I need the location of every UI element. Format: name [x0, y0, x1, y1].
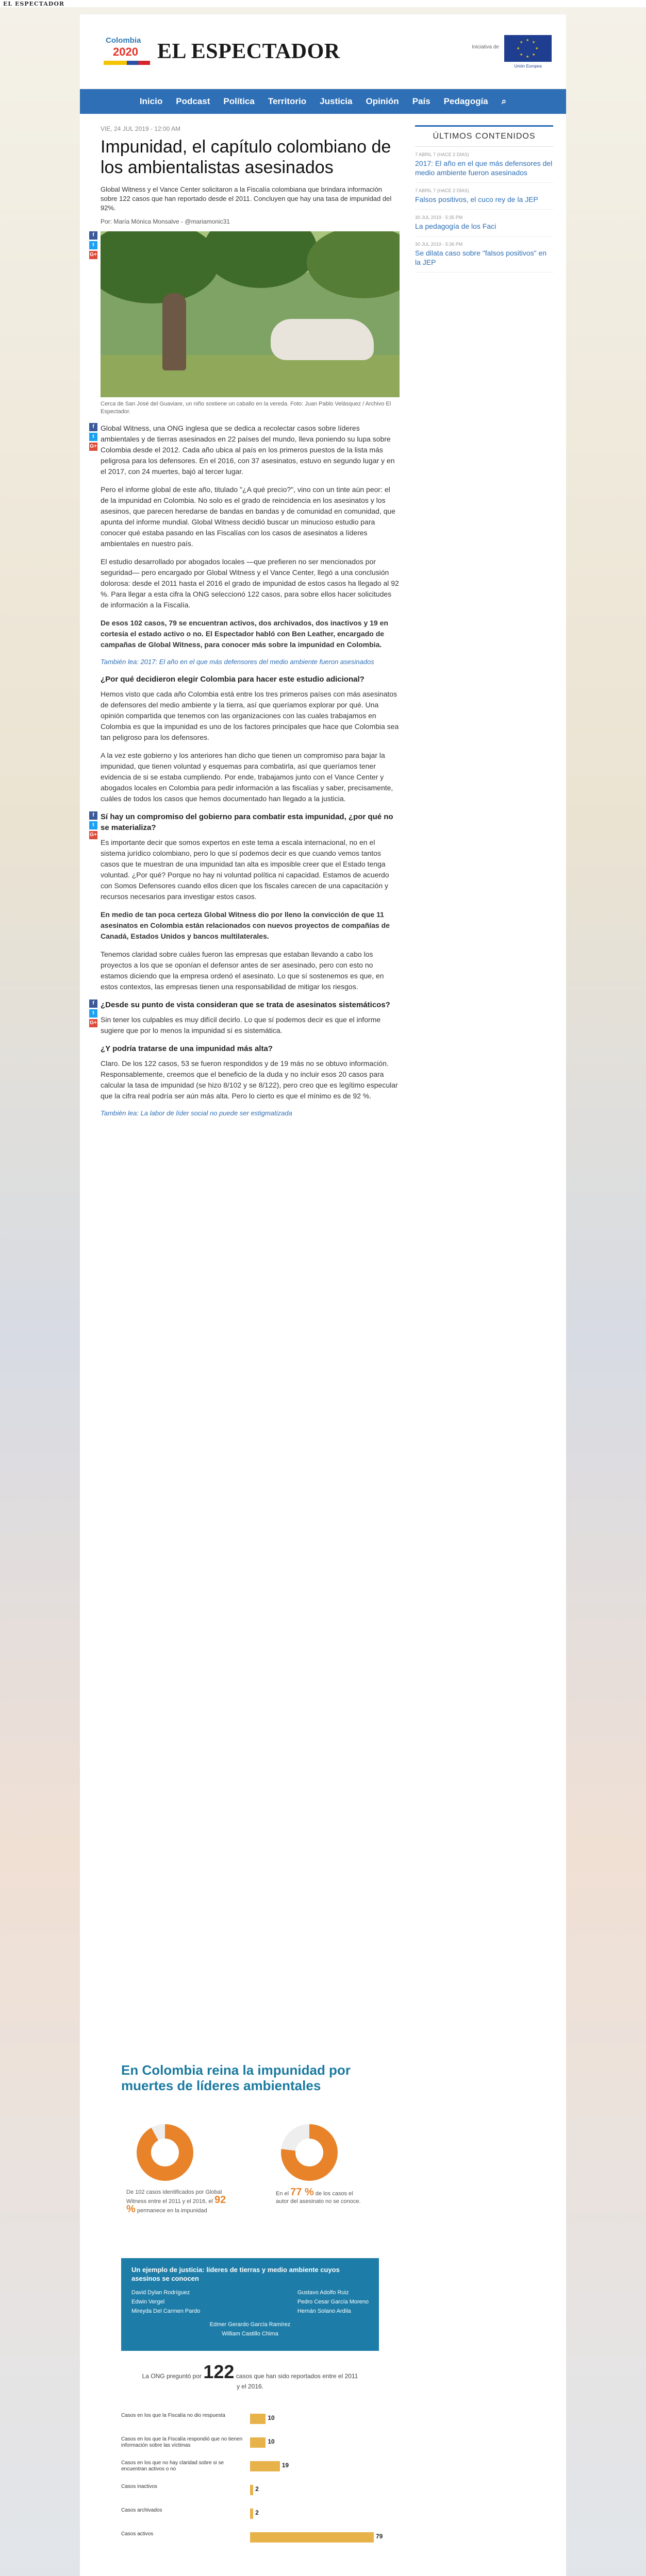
- sidebar-item-title[interactable]: Falsos positivos, el cuco rey de la JEP: [415, 195, 538, 204]
- nav-item-territorio[interactable]: Territorio: [268, 96, 307, 106]
- infographic: [101, 2037, 400, 2576]
- justice-name: Gustavo Adolfo Ruiz: [297, 2290, 349, 2296]
- justice-box-title: Un ejemplo de justicia: líderes de tierras y medio ambiente cuyos asesinos se conocen: [131, 2266, 340, 2282]
- bar: [250, 2461, 280, 2471]
- answer-2: Es importante decir que somos expertos en este tema a escala internacional, no en el sistema jurídico colombiano, pero lo que sí podemos decir es que cuando vemos tantos casos que te muestran de una impunidad tan alta es imposible creer que el Estado tenga voluntad. ¿Por qué? Porque no hay ni voluntad política ni capacidad. Estamos de acuerdo con Somos Defensores cuando ellos dicen que los fiscales carecen de una capacitación y recursos necesarios para investigar estos casos.: [101, 838, 389, 901]
- donut-1-desc: De 102 casos identificados por Global Witness entre el 2011 y el 2016, el: [126, 2189, 222, 2205]
- bar-row: [121, 2460, 379, 2472]
- bar-row: [121, 2484, 379, 2496]
- twitter-share-icon[interactable]: t: [89, 1009, 97, 1018]
- bar-value: 79: [376, 2533, 383, 2540]
- donut-impunity: [137, 2124, 193, 2181]
- bar-label: Casos en los que la Fiscalía no dio respuesta: [121, 2413, 225, 2418]
- answer-1: Hemos visto que cada año Colombia está entre los tres primeros países con más asesinatos de defensores del medio ambiente y la tierra, así que queríamos explorar por qué. Una opinión compartida que tenemos con las organizaciones con las cuales trabajamos en Colombia es que la impunidad es uno de los factores principales que hace que Colombia sea tan peligroso para los defensores.: [101, 690, 399, 741]
- reported-prefix: La ONG preguntó por: [142, 2372, 202, 2380]
- bar: [250, 2485, 253, 2495]
- bar-value: 19: [281, 2462, 289, 2469]
- bar: [250, 2437, 266, 2448]
- colombia-2020-logo[interactable]: [101, 33, 152, 74]
- logo-ribbon: [104, 61, 150, 65]
- answer-4: Claro. De los 122 casos, 53 se fueron respondidos y de 19 más no se obtuvo información. Responsablemente, creemos que el beneficio de la duda y no incluir esos 20 casos para calcular la tasa de impunidad (se hizo 8/102 y se 8/122), pero creo que es legítimo especular que la cifra real podría ser aún más alta. Pero lo cierto es que el mínimo es de 92 %.: [101, 1059, 398, 1100]
- question-4: ¿Y podría tratarse de una impunidad más alta?: [101, 1044, 273, 1053]
- reported-cases: [142, 2361, 358, 2390]
- nav-item-podcast[interactable]: Podcast: [176, 96, 210, 106]
- googleplus-share-icon[interactable]: G+: [89, 1019, 97, 1027]
- share-bar-4: [89, 999, 98, 1029]
- bar-value: 2: [255, 2509, 259, 2516]
- bar-label: Casos inactivos: [121, 2484, 158, 2489]
- site-brand[interactable]: EL ESPECTADOR: [157, 40, 340, 63]
- bar-label: Casos archivados: [121, 2507, 162, 2513]
- related-link-2[interactable]: También lea: La labor de líder social no puede ser estigmatizada: [101, 1109, 292, 1117]
- donut-1-pct: 92 %: [126, 2194, 226, 2215]
- main-nav: [80, 89, 566, 114]
- justice-name: Pedro Cesar García Moreno: [297, 2299, 369, 2305]
- answer-1b: A la vez este gobierno y los anteriores han dicho que tienen un compromiso para bajar la impunidad, que tienen voluntad y esquemas para combatirla, así que queríamos tener evidencia de si se estaba cumpliendo. Por ende, trabajamos junto con el Vance Center y abogados locales en Colombia para pedir información a las fiscalías y saber, precisamente, cuáles de todos los casos que hemos documentado han llegado a la justicia.: [101, 751, 393, 803]
- paragraph-4: De esos 102 casos, 79 se encuentran activos, dos archivados, dos inactivos y 19 en cortesía el estado activo o no. El Espectador habló con Ben Leather, encargado de campañas de Global Witness, para conocer más sobre la impunidad en Colombia.: [101, 619, 388, 649]
- donut-1-text: [126, 2189, 229, 2215]
- article-date: VIE, 24 JUL 2019 - 12:00 AM: [101, 125, 180, 132]
- sidebar: [415, 125, 553, 273]
- answer-2c: Tenemos claridad sobre cuáles fueron las empresas que estaban llevando a cabo los proyectos a los que se oponían el defensor antes de ser asesinado, pero con esto no estamos diciendo que la empresa ordenó el asesinato. Lo que sí sostenemos es que, en estos contextos, las empresas tienen una responsabilidad de mitigar los riesgos.: [101, 950, 384, 991]
- bar-row: [121, 2507, 379, 2520]
- share-bar-3: [89, 811, 98, 841]
- cases-bar-chart: [121, 2413, 383, 2567]
- reported-tail: casos que han sido reportados entre el 2011 y el 2016.: [236, 2372, 358, 2390]
- article-title: Impunidad, el capítulo colombiano de los ambientalistas asesinados: [101, 137, 391, 177]
- eu-label: Unión Europea: [514, 64, 542, 69]
- answer-3: Sin tener los culpables es muy difícil decirlo. Lo que sí podemos decir es que el informe sugiere que por lo menos la impunidad sí es sistemática.: [101, 1015, 381, 1035]
- twitter-share-icon[interactable]: t: [89, 241, 97, 249]
- boy-image: [162, 293, 186, 370]
- sidebar-item-title[interactable]: 2017: El año en el que más defensores del medio ambiente fueron asesinados: [415, 159, 553, 177]
- answer-2b: En medio de tan poca certeza Global Witness dio por lleno la convicción de que 11 asesinatos en Colombia están relacionados con nuevos proyectos de compañías de Canadá, Estados Unidos y bancos multilaterales.: [101, 910, 390, 940]
- justice-name: David Dylan Rodríguez: [131, 2290, 190, 2296]
- sidebar-item[interactable]: [415, 236, 553, 273]
- nav-item-pedagogía[interactable]: Pedagogía: [443, 96, 488, 106]
- donut-unknown-author: [281, 2124, 338, 2181]
- top-bar: [0, 0, 646, 7]
- article-lede: Global Witness y el Vance Center solicitaron a la Fiscalía colombiana que brindara información sobre 122 casos que han reportado desde el 2011. Concluyen que hay una tasa de impunidad del 92%.: [101, 185, 392, 212]
- donut-2-pct: 77 %: [290, 2187, 314, 2198]
- question-1: ¿Por qué decidieron elegir Colombia para hacer este estudio adicional?: [101, 675, 365, 684]
- justice-name: Mireyda Del Carmen Pardo: [131, 2308, 201, 2314]
- bar: [250, 2509, 253, 2519]
- nav-item-opinión[interactable]: Opinión: [366, 96, 399, 106]
- infographic-title: En Colombia reina la impunidad por muertes de líderes ambientales: [121, 2062, 351, 2093]
- photo-caption: Cerca de San José del Guaviare, un niño sostiene un caballo en la vereda. Foto: Juan Pablo Velásquez / Archivo El Espectador.: [101, 401, 391, 415]
- question-3: ¿Desde su punto de vista consideran que se trata de asesinatos sistemáticos?: [101, 1001, 390, 1009]
- nav-item-país[interactable]: País: [412, 96, 430, 106]
- logo-year: 2020: [113, 45, 138, 58]
- hero-photo: [101, 231, 400, 397]
- top-brand[interactable]: EL ESPECTADOR: [3, 1, 65, 7]
- sidebar-item-date: 30 JUL 2019 - 5:35 PM: [415, 215, 463, 220]
- justice-name: William Castillo Chima: [222, 2331, 278, 2337]
- bar-row: [121, 2413, 379, 2425]
- paragraph-2: Pero el informe global de este año, titulado "¿A qué precio?", vino con un tinte aún peor: el de la impunidad en Colombia. No solo es el grado de reincidencia en los asesinatos y los asesinos, que parecen heredarse de bandas en bandas y de comunidad en comunidad, que apunta del informe mundial. Global Witness decidió buscar un minucioso estudio para conocer qué estaba pasando en las Fiscalías con los casos de asesinatos a líderes ambientales en nuestro país.: [101, 485, 396, 548]
- sidebar-item-date: 7 ABRIL 7 (HACE 2 DÍAS): [415, 152, 469, 157]
- nav-item-justicia[interactable]: Justicia: [320, 96, 353, 106]
- related-link-1[interactable]: También lea: 2017: El año en el que más defensores del medio ambiente fueron asesinados: [101, 658, 374, 666]
- nav-item-inicio[interactable]: Inicio: [139, 96, 163, 106]
- site-header: [80, 14, 566, 89]
- eu-flag-icon: ★ ★ ★ ★ ★ ★ ★ ★: [504, 35, 552, 62]
- facebook-share-icon[interactable]: f: [89, 423, 97, 431]
- bar-value: 2: [255, 2485, 259, 2493]
- justice-name: Edmer Gerardo García Ramírez: [209, 2321, 291, 2328]
- facebook-share-icon[interactable]: f: [89, 231, 97, 240]
- sidebar-item[interactable]: [415, 183, 553, 210]
- sidebar-item[interactable]: [415, 210, 553, 236]
- sidebar-item-title[interactable]: La pedagogía de los Faci: [415, 222, 496, 230]
- twitter-share-icon[interactable]: t: [89, 433, 97, 441]
- donut-2-desc: En el: [276, 2191, 289, 2197]
- article: [90, 125, 400, 1125]
- donut-2-text: [276, 2189, 363, 2206]
- bar-value: 10: [268, 2438, 275, 2445]
- bar-label: Casos activos: [121, 2531, 154, 2537]
- main-container: [80, 14, 566, 2576]
- question-2: Sí hay un compromiso del gobierno para combatir esta impunidad, ¿por qué no se materializa?: [101, 812, 393, 832]
- nav-item-política[interactable]: Política: [223, 96, 255, 106]
- partner-text: Iniciativa de: [472, 44, 499, 50]
- logo-word: Colombia: [106, 36, 141, 45]
- bar-label: Casos en los que no hay claridad sobre si se encuentran activos o no: [121, 2460, 224, 2472]
- sidebar-item-title[interactable]: Se dilata caso sobre "falsos positivos" en la JEP: [415, 249, 547, 266]
- donut-2-tail: de los casos el autor del asesinato no se conoce.: [276, 2191, 361, 2205]
- bar: [250, 2532, 374, 2543]
- paragraph-3: El estudio desarrollado por abogados locales —que prefieren no ser mencionados por seguridad— pero encargado por Global Witness y el Vance Center, llegó a una conclusión dolorosa: desde el 2011 hasta el 2016 el grado de impunidad de estos casos ha llegado al 92 %. Para llegar a esta cifra la ONG seleccionó 122 casos, para sobre ellos hacer solicitudes de información a la Fiscalía.: [101, 557, 399, 609]
- sidebar-item-date: 7 ABRIL 7 (HACE 2 DÍAS): [415, 188, 469, 193]
- googleplus-share-icon[interactable]: G+: [89, 443, 97, 451]
- horse-image: [271, 319, 374, 360]
- bar-row: [121, 2436, 379, 2449]
- paragraph-1: Global Witness, una ONG inglesa que se dedica a recolectar casos sobre líderes ambientales y de tierras asesinados en 22 países del mundo, lleva poniendo su lupa sobre Colombia desde el 2012. Cada año ubica al país en los primeros puestos de la lista más peligrosa para los defensores. En el 2016, con 37 asesinatos, estuvo en segundo lugar y en el 2017, con 24 muertes, bajó al tercer lugar.: [101, 424, 395, 476]
- justice-name: Hernán Solano Ardila: [297, 2308, 351, 2314]
- twitter-share-icon[interactable]: t: [89, 821, 97, 829]
- donut-section: [126, 2124, 374, 2243]
- facebook-share-icon[interactable]: f: [89, 999, 97, 1008]
- justice-name: Edwin Vergel: [131, 2299, 165, 2305]
- facebook-share-icon[interactable]: f: [89, 811, 97, 820]
- bar-row: [121, 2531, 383, 2544]
- reported-number: 122: [203, 2361, 235, 2382]
- sidebar-heading: ÚLTIMOS CONTENIDOS: [415, 125, 553, 147]
- justice-example-box: [121, 2258, 379, 2351]
- share-bar-1: [89, 231, 98, 261]
- search-icon[interactable]: ⌕: [501, 96, 507, 106]
- sidebar-item-date: 30 JUL 2019 - 5:36 PM: [415, 242, 463, 247]
- bar-value: 10: [268, 2414, 275, 2421]
- googleplus-share-icon[interactable]: G+: [89, 251, 97, 259]
- share-bar-2: [89, 423, 98, 452]
- bar: [250, 2414, 266, 2424]
- donut-1-tail: permanece en la impunidad: [137, 2208, 207, 2214]
- googleplus-share-icon[interactable]: G+: [89, 831, 97, 839]
- sidebar-item[interactable]: [415, 147, 553, 183]
- article-byline: Por: María Mónica Monsalve - @mariamonic31: [101, 218, 230, 225]
- bar-label: Casos en los que la Fiscalía respondió que no tienen información sobre las víctimas: [121, 2436, 243, 2448]
